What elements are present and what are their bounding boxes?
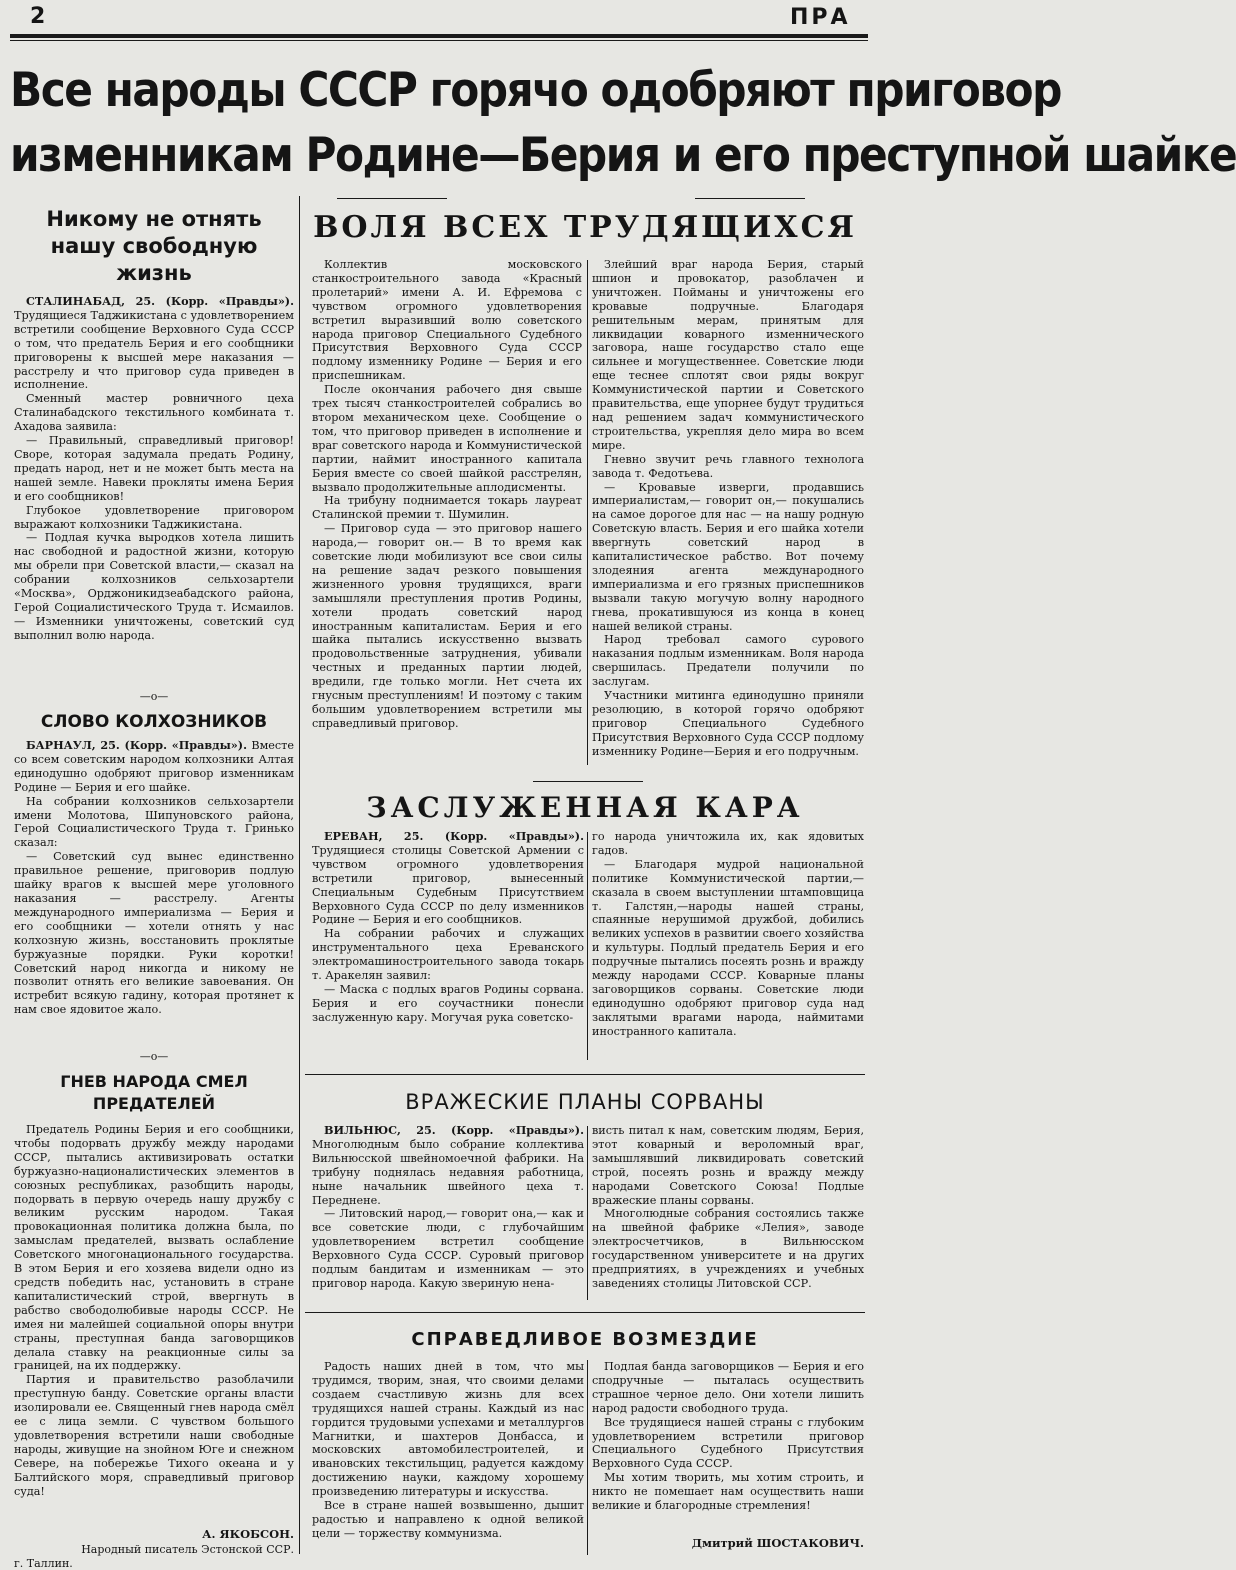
paragraph: После окончания рабочего дня свыше трех тысяч станкостроителей собрались во втором механическом цехе. Сообщение о том, что приговор приведен в исполнение и враг советского народа и Коммунистической партии, наймит иностранного капитала Берия вместе со своей шайкой расстрелян, вызвало продолжительные аплодисменты. — [312, 383, 582, 494]
paragraph: — Кровавые изверги, продавшись империалистам,— говорит он,— покушались на самое дорогое для нас — на нашу родную Советскую власть. Берия и его шайка хотели ввергнуть советский народ в капиталистическое рабство. Вот почему злодеяния агента международного империализма и его грязных приспешников вызвали такую могучую волну народного гнева, прокатившуюся из конца в конец нашей великой страны. — [592, 480, 864, 633]
volya-column-1 — [312, 258, 582, 768]
paragraph: Подлая банда заговорщиков — Берия и его сподручные — пыталась осуществить страшное черное дело. Они хотели лишить народ радости свободного труда. — [592, 1360, 864, 1415]
paragraph: Предатель Родины Берия и его сообщники, чтобы подорвать дружбу между народами СССР, пытались активизировать остатки буржуазно-националистических элементов в союзных республиках, разобщить народы, подорвать в первую очередь нашу дружбу с великим русским народом. Такая провокационная политика должна была, по замыслам предателей, вызвать ослабление Советского многонационального государства. В этом Берия и его хозяева видели одно из средств победить нас, установить в стране капиталистический строй, ввергнуть в рабство свободолюбивые народы СССР. Не имея ни малейшей социальной опоры внутри страны, преступная банда заговорщиков делала ставку на реакционные силы за границей, на их поддержку. — [14, 1123, 294, 1373]
masthead-rule-thin — [10, 40, 868, 41]
title-line: ПРЕДАТЕЛЕЙ — [92, 1094, 216, 1113]
dateline: ВИЛЬНЮС, 25. (Корр. «Правды»). — [324, 1123, 584, 1137]
volya-column-2 — [592, 258, 864, 770]
title-line: Никому не отнять — [46, 207, 262, 231]
paragraph: Многолюдным было собрание коллектива Вильнюсской швейномоечной фабрики. На трибуну поднялась недавняя работница, ныне начальник швейного цеха т. Переднене. — [312, 1137, 584, 1207]
paragraph: — Советский суд вынес единственно правильное решение, приговорив подлую шайку врагов к высшей мере уголовного наказания — расстрелу. Агенты международного империализма — Берия и его сообщники — хотели отнять у нас колхозную жизнь, восстановить проклятые буржуазные порядки. Руки коротки! Советский народ никогда и никому не позволит отнять его великие завоевания. Он истребит всякую гадину, которая протянет к нам свое ядовитое жало. — [14, 850, 294, 1017]
column-rule — [587, 832, 588, 1060]
paragraph: — Литовский народ,— говорит она,— как и все советские люди, с глубочайшим удовлетворением встретил сообщение Верховного Суда СССР. Суровый приговор подлым бандитам и изменникам — это приговор народа. Какую звериную нена- — [312, 1207, 584, 1290]
vozmezdie-column-1 — [312, 1360, 584, 1556]
paragraph: — Маска с подлых врагов Родины сорвана. Берия и его соучастники понесли заслуженную кару. Могучая рука советско- — [312, 982, 584, 1024]
section-title-kara: ЗАСЛУЖЕННАЯ КАРА — [366, 791, 804, 824]
paragraph: Сменный мастер ровничного цеха Сталинабадского текстильного комбината т. Ахадова заявила: — [14, 392, 294, 434]
separator: —o— — [139, 690, 169, 703]
title-line: ГНЕВ НАРОДА СМЕЛ — [60, 1072, 248, 1091]
author-signature: Дмитрий ШОСТАКОВИЧ. — [691, 1536, 864, 1550]
kara-column-1 — [312, 830, 584, 1062]
paragraph: Все в стране нашей возвышенно, дышит радостью и направлено к одной великой цели — торжеству коммунизма. — [312, 1499, 584, 1540]
vozmezdie-column-2 — [592, 1360, 864, 1530]
paragraph: Глубокое удовлетворение приговором выражают колхозники Таджикистана. — [14, 503, 294, 531]
dateline: БАРНАУЛ, 25. (Корр. «Правды»). — [26, 738, 247, 752]
paragraph: — Подлая кучка выродков хотела лишить нас свободной и радостной жизни, которую мы обрели при Советской власти,— сказал на собрании колхозников сельхозартели «Москва», Орджоникидзеабадского района, Герой Социалистического Труда т. Исмаилов.— Изменники уничтожены, советский суд выполнил волю народа. — [14, 531, 294, 642]
title-rule — [695, 198, 805, 199]
dateline: ЕРЕВАН, 25. (Корр. «Правды»). — [324, 829, 584, 843]
paragraph: — Правильный, справедливый приговор! Своре, которая задумала предать Родину, предать народ, нет и не может быть места на нашей земле. Навеки прокляты имена Берия и его сообщников! — [14, 434, 294, 503]
paragraph: Трудящиеся столицы Советской Армении с чувством огромного удовлетворения встретили приговор, вынесенный Специальным Судебным Присутствием Верховного Суда СССР по делу изменников Родине — Берия и его сообщников. — [312, 843, 584, 927]
column-rule — [587, 260, 588, 765]
paragraph: Народ требовал самого сурового наказания подлым изменникам. Воля народа свершилась. Предатели получили по заслугам. — [592, 633, 864, 689]
article-title — [14, 1071, 294, 1115]
title-rule — [337, 198, 447, 199]
paragraph: Вместе со всем советским народом колхозники Алтая единодушно одобряют приговор изменникам Родине — Берия и его шайке. — [14, 739, 294, 794]
paragraph: Мы хотим творить, мы хотим строить, и никто не помешает нам осуществить наши великие и благородные стремления! — [592, 1471, 864, 1513]
author-signature: А. ЯКОБСОН. — [202, 1527, 294, 1541]
banner-line-2: изменникам Родине—Берия и его преступной шайке — [10, 128, 1236, 183]
article-body — [14, 1123, 294, 1523]
paragraph: Радость наших дней в том, что мы трудимся, творим, зная, что своими делами создаем счастливую жизнь для всех трудящихся нашей страны. Каждый из нас гордится трудовыми успехами и металлургов Магнитки, и шахтеров Донбасса, и московских автомобилестроителей, и ивановских текстильщиц, радуется каждому достижению науки, каждому хорошему произведению литературы и искусства. — [312, 1360, 584, 1499]
paragraph: Злейший враг народа Берия, старый шпион и провокатор, разоблачен и уничтожен. Пойманы и уничтожены его кровавые подручные. Благодаря решительным мерам, принятым для ликвидации коварного изменнического заговора, наше государство стало еще сильнее и могущественнее. Советские люди еще теснее сплотят свои ряды вокруг Коммунистической партии и Советского правительства, еще упорнее будут трудиться над решением задач коммунистического строительства, укрепляя дело мира во всем мире. — [592, 258, 864, 452]
paragraph: Трудящиеся Таджикистана с удовлетворением встретили сообщение Верховного Суда СССР о том, что предатель Берия и его сообщники приговорены к высшей мере наказания — расстрелу и что приговор суда приведен в исполнение. — [14, 308, 294, 392]
dateline: СТАЛИНАБАД, 25. (Корр. «Правды»). — [26, 294, 294, 308]
newspaper-name: ПРА — [790, 5, 851, 30]
left-column — [14, 200, 294, 1570]
paragraph: Многолюдные собрания состоялись также на швейной фабрике «Лелия», заводе электросчетчиков, в Вильнюсском государственном университете и на других предприятиях, в учреждениях и учебных заведениях столицы Литовской ССР. — [592, 1207, 864, 1290]
column-rule — [587, 1360, 588, 1555]
article-title: СЛОВО КОЛХОЗНИКОВ — [40, 712, 268, 732]
section-title-plany: ВРАЖЕСКИЕ ПЛАНЫ СОРВАНЫ — [405, 1090, 765, 1114]
section-title-vozmezdie: СПРАВЕДЛИВОЕ ВОЗМЕЗДИЕ — [411, 1329, 759, 1350]
article-title — [14, 206, 294, 287]
kara-column-2 — [592, 830, 864, 1062]
paragraph: го народа уничтожила их, как ядовитых гадов. — [592, 830, 864, 857]
paragraph: На трибуну поднимается токарь лауреат Сталинской премии т. Шумилин. — [312, 494, 582, 522]
separator: —o— — [139, 1050, 169, 1063]
plany-column-2 — [592, 1124, 864, 1302]
section-rule — [305, 1312, 865, 1313]
paragraph: — Благодаря мудрой национальной политике Коммунистической партии,— сказала в своем выступлении штамповщица т. Галстян,—народы нашей страны, спаянные нерушимой дружбой, добились великих успехов в развитии своего хозяйства и культуры. Подлый предатель Берия и его подручные пытались посеять рознь и вражду между народами СССР. Коварные планы заговорщиков сорваны. Советские люди единодушно одобряют приговор суда над заклятыми врагами народа, наймитами иностранного капитала. — [592, 857, 864, 1038]
column-rule — [587, 1126, 588, 1300]
section-title-volya: ВОЛЯ ВСЕХ ТРУДЯЩИХСЯ — [313, 210, 857, 245]
paragraph: Гневно звучит речь главного технолога завода т. Федотьева. — [592, 452, 864, 480]
title-rule — [533, 781, 643, 782]
page-number: 2 — [30, 4, 46, 29]
paragraph: На собрании колхозников сельхозартели имени Молотова, Шипуновского района, Герой Социалистического Труда т. Гринько сказал: — [14, 794, 294, 850]
article-body — [14, 739, 294, 1051]
paragraph: На собрании рабочих и служащих инструментального цеха Ереванского электромашиностроительного завода токарь т. Аракелян заявил: — [312, 927, 584, 983]
paragraph: Участники митинга единодушно приняли резолюцию, в которой горячо одобряют приговор Специального Судебного Присутствия Верховного Суда СССР подлому изменнику Родине—Берия и его подручным. — [592, 689, 864, 758]
paragraph: висть питал к нам, советским людям, Берия, этот коварный и вероломный враг, замышлявший ликвидировать советский строй, посеять рознь и вражду между народами Советского Союза! Подлые вражеские планы сорваны. — [592, 1124, 864, 1207]
paragraph: Партия и правительство разоблачили преступную банду. Советские органы власти изолировали ее. Священный гнев народа смёл ее с лица земли. С чувством большого удовлетворения встретили наши свободные народы, живущие на знойном Юге и снежном Севере, на побережье Тихого океана и у Балтийского моря, справедливый приговор суда! — [14, 1373, 294, 1498]
paragraph: Все трудящиеся нашей страны с глубоким удовлетворением встретили приговор Специального Судебного Присутствия Верховного Суда СССР. — [592, 1415, 864, 1471]
column-rule — [299, 196, 300, 1554]
author-city: г. Таллин. — [14, 1557, 73, 1570]
article-body — [14, 295, 294, 691]
section-rule — [305, 1074, 865, 1075]
plany-column-1 — [312, 1124, 584, 1302]
banner-line-1: Все народы СССР горячо одобряют приговор — [10, 63, 1061, 118]
masthead-rule — [10, 34, 868, 38]
paragraph: Коллектив московского станкостроительного завода «Красный пролетарий» имени А. И. Ефремова с чувством огромного удовлетворения встретил выразивший волю советского народа приговор Специального Судебного Присутствия Верховного Суда СССР подлому изменнику Родине — Берия и его приспешникам. — [312, 258, 582, 383]
author-title: Народный писатель Эстонской ССР. — [81, 1543, 294, 1556]
title-line: нашу свободную жизнь — [50, 234, 258, 285]
paragraph: — Приговор суда — это приговор нашего народа,— говорит он.— В то время как советские люди мобилизуют все свои силы на решение задач резкого повышения жизненного уровня трудящихся, враги замышляли преступления против Родины, хотели продать советский народ иностранным капиталистам. Берия и его шайка пытались искусственно вызвать продовольственные затруднения, убивали честных и преданных партии людей, вредили, где только могли. Нет счета их гнусным преступлениям! И поэтому с таким большим удовлетворением встретили мы справедливый приговор. — [312, 522, 582, 730]
